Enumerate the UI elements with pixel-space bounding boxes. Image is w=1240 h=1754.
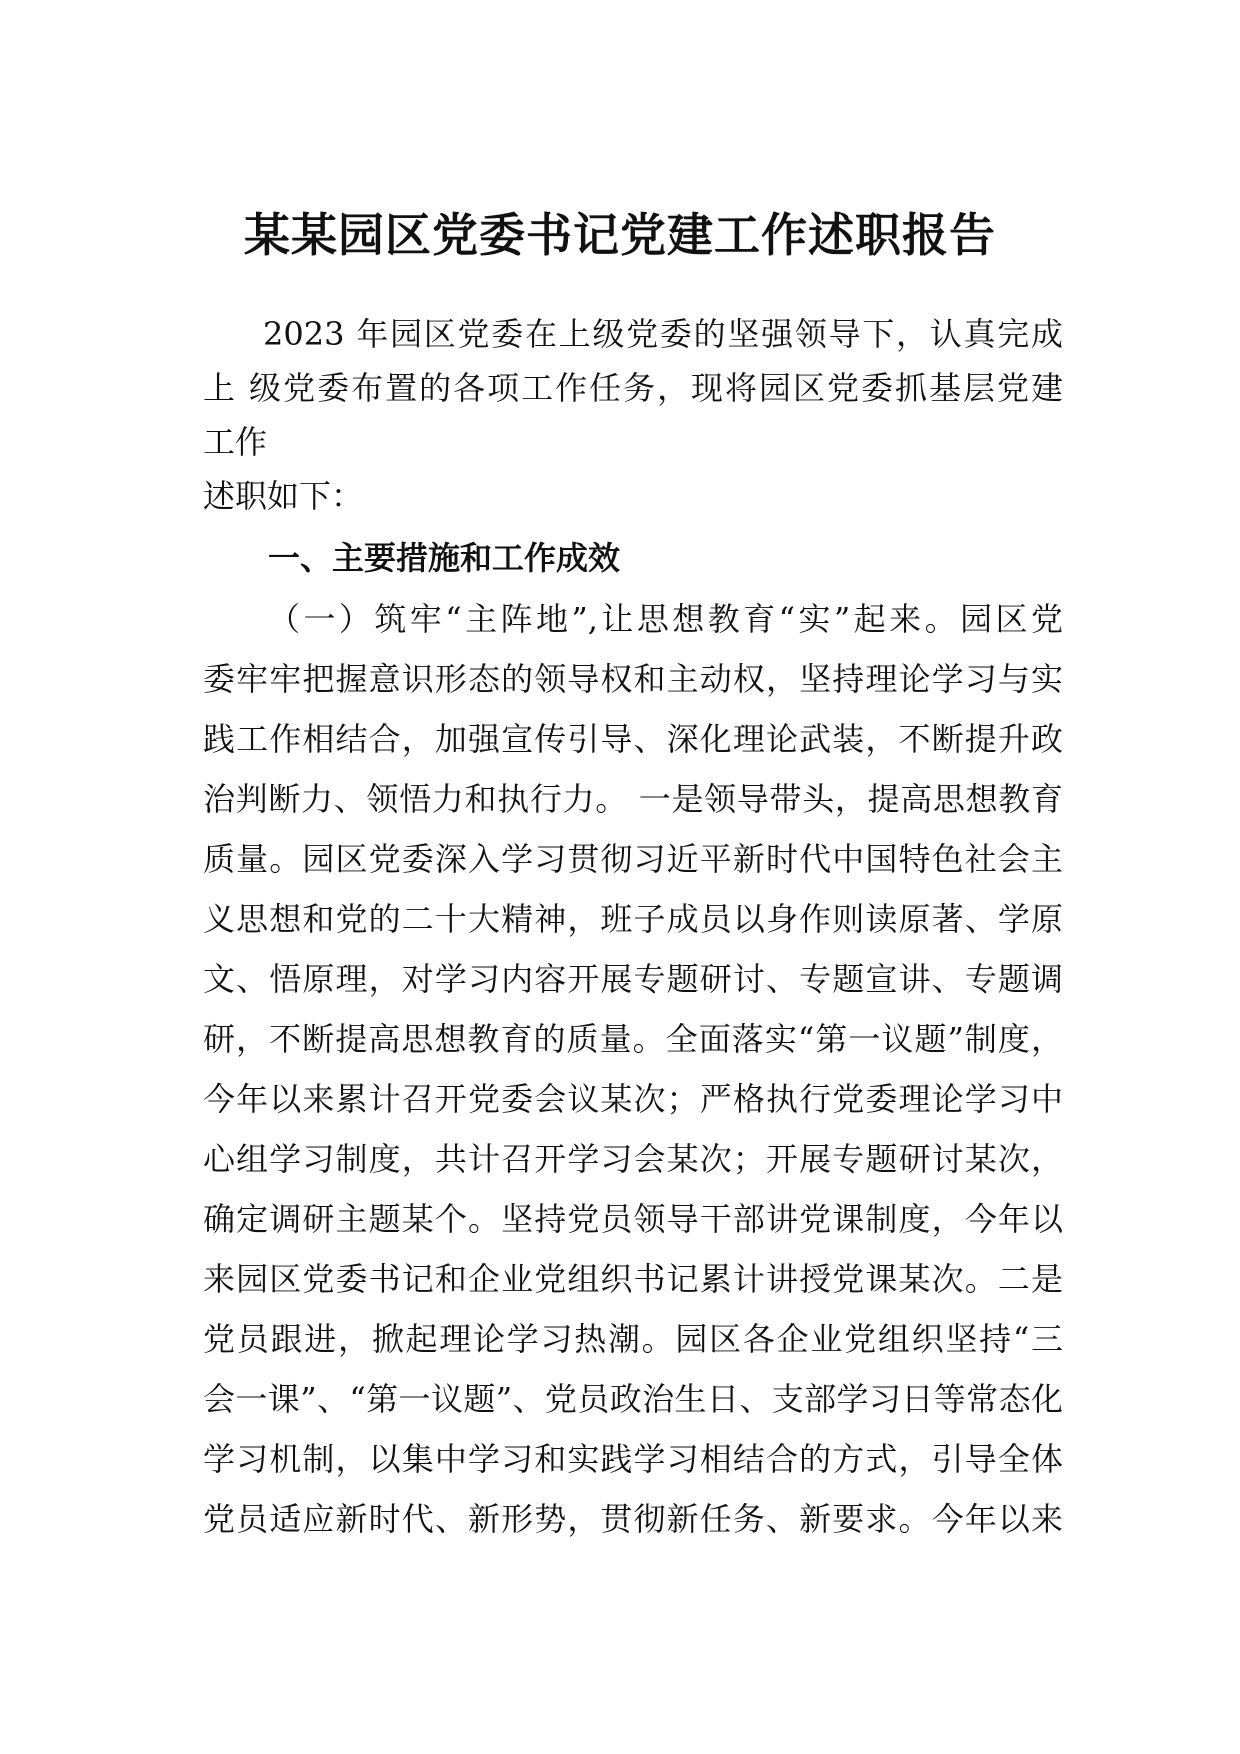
paragraph-line: 述职如下： [203, 477, 364, 515]
paragraph-line: 学习机制，以集中学习和实践学习相结合的方式，引导全体 [203, 1440, 1063, 1478]
paragraph-line: 2023 年园区党委在上级党委的坚强领导下，认真完成 [263, 315, 1063, 353]
paragraph-line: 确定调研主题某个。坚持党员领导干部讲党课制度，今年以 [203, 1200, 1063, 1238]
paragraph-line: 党员适应新时代、新形势，贯彻新任务、新要求。今年以来 [203, 1500, 1063, 1538]
paragraph-line: （一）筑牢“主阵地”,让思想教育“实”起来。园区党 [268, 600, 1063, 638]
document-title: 某某园区党委书记党建工作述职报告 [244, 208, 996, 262]
paragraph-line: 委牢牢把握意识形态的领导权和主动权，坚持理论学习与实 [203, 660, 1063, 698]
paragraph-line: 党员跟进，掀起理论学习热潮。园区各企业党组织坚持“三 [203, 1320, 1063, 1358]
paragraph-line: 心组学习制度，共计召开学习会某次；开展专题研讨某次， [203, 1140, 1063, 1178]
section-heading: 一、主要措施和工作成效 [268, 539, 621, 577]
paragraph-line: 文、悟原理，对学习内容开展专题研讨、专题宣讲、专题调 [203, 960, 1063, 998]
paragraph-line: 治判断力、领悟力和执行力。 一是领导带头，提高思想教育 [203, 780, 1063, 818]
paragraph-line: 来园区党委书记和企业党组织书记累计讲授党课某次。二是 [203, 1260, 1063, 1298]
paragraph-line: 上 级党委布置的各项工作任务，现将园区党委抓基层党建 [203, 369, 1063, 407]
paragraph-line: 今年以来累计召开党委会议某次；严格执行党委理论学习中 [203, 1080, 1063, 1118]
paragraph-line: 会一课”、“第一议题”、党员政治生日、支部学习日等常态化 [203, 1380, 1063, 1418]
paragraph-line: 工作 [203, 423, 268, 461]
paragraph-line: 研，不断提高思想教育的质量。全面落实“第一议题”制度， [203, 1020, 1063, 1058]
paragraph-line: 质量。园区党委深入学习贯彻习近平新时代中国特色社会主 [203, 840, 1063, 878]
paragraph-line: 践工作相结合，加强宣传引导、深化理论武装，不断提升政 [203, 720, 1063, 758]
paragraph-line: 义思想和党的二十大精神，班子成员以身作则读原著、学原 [203, 900, 1063, 938]
